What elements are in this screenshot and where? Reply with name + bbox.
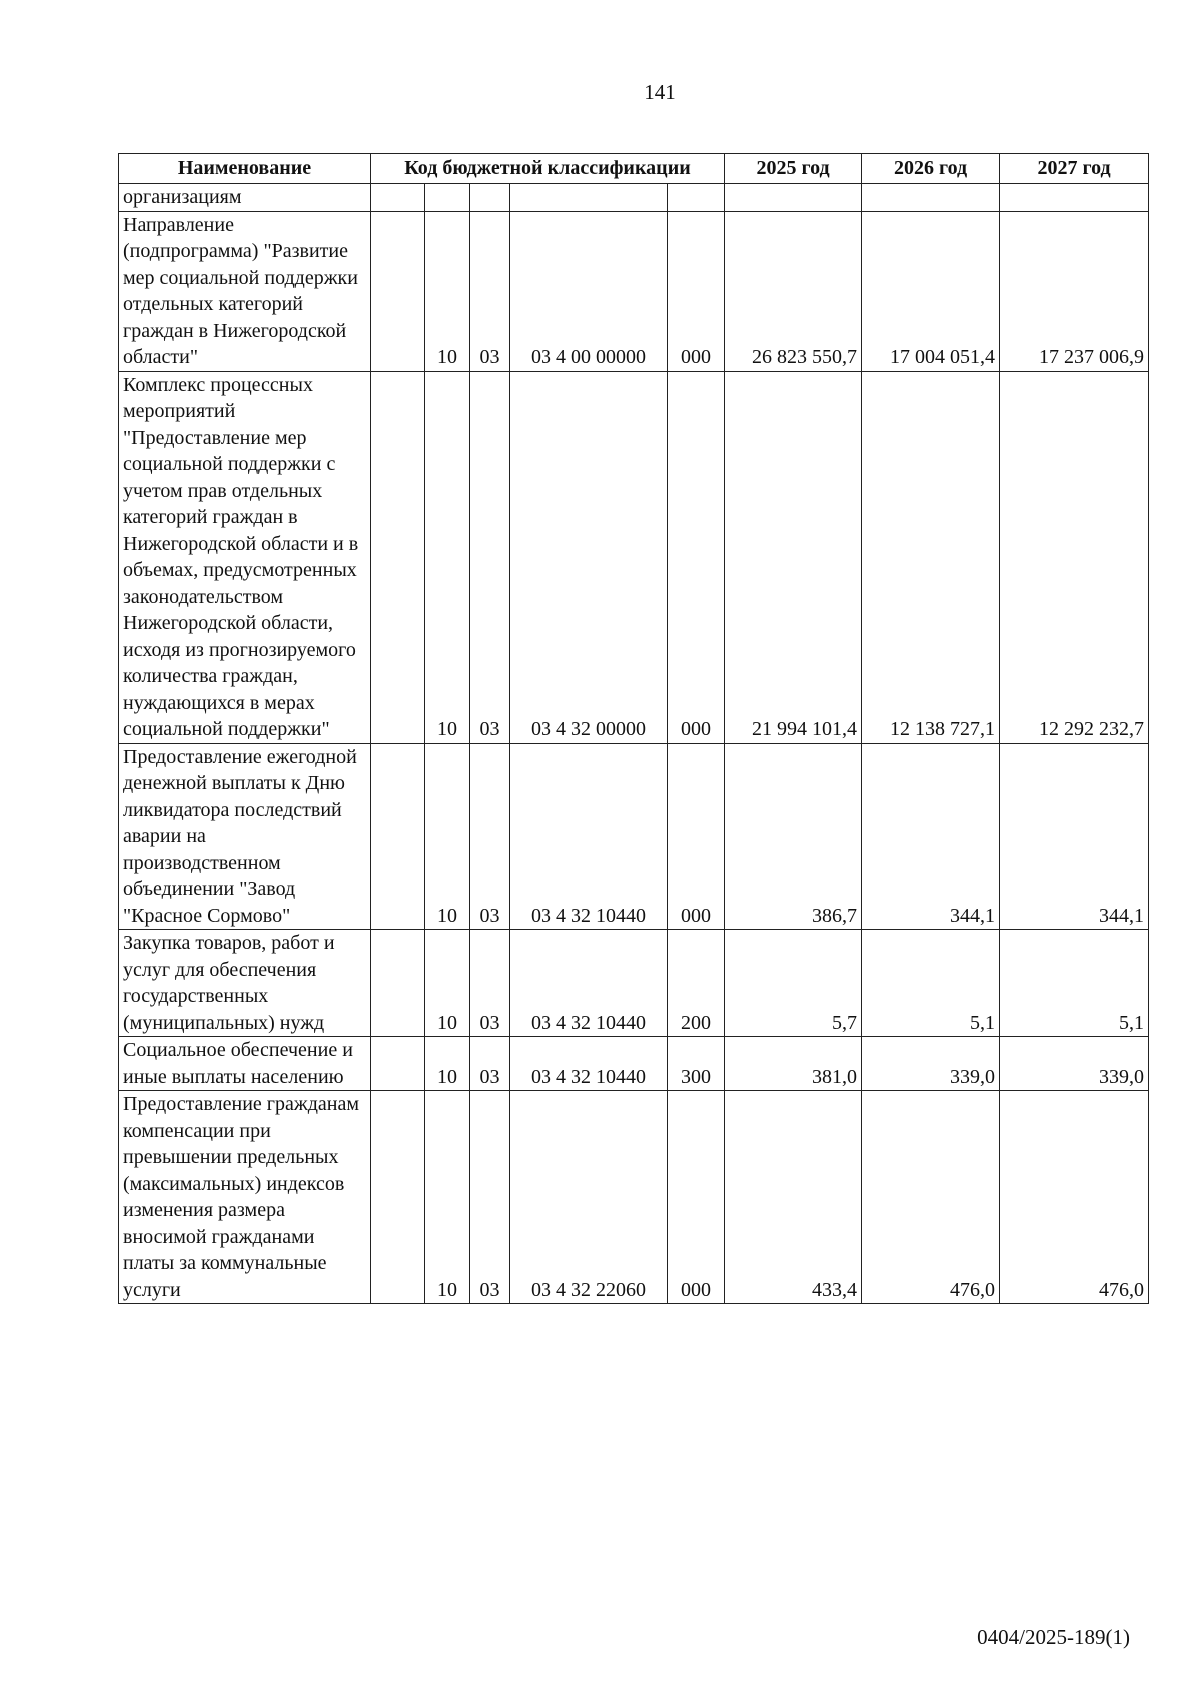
row-expense-type: 000 bbox=[668, 743, 725, 930]
row-ved bbox=[371, 930, 425, 1037]
row-target-article: 03 4 00 00000 bbox=[510, 211, 668, 371]
row-section: 10 bbox=[425, 743, 470, 930]
table-row bbox=[119, 1091, 1149, 1304]
row-amount-2027: 17 237 006,9 bbox=[1000, 211, 1149, 371]
row-amount-2027: 5,1 bbox=[1000, 930, 1149, 1037]
row-amount-2027: 344,1 bbox=[1000, 743, 1149, 930]
row-amount-2025: 5,7 bbox=[725, 930, 862, 1037]
budget-table bbox=[118, 153, 1149, 1304]
table-row bbox=[119, 371, 1149, 743]
row-amount-2026: 12 138 727,1 bbox=[862, 371, 1000, 743]
row-amount-2025: 386,7 bbox=[725, 743, 862, 930]
row-expense-type: 300 bbox=[668, 1037, 725, 1091]
header-2025: 2025 год bbox=[725, 154, 862, 184]
row-ved bbox=[371, 743, 425, 930]
row-target-article: 03 4 32 22060 bbox=[510, 1091, 668, 1304]
row-amount-2027: 476,0 bbox=[1000, 1091, 1149, 1304]
row-subsection: 03 bbox=[470, 743, 510, 930]
row-subsection: 03 bbox=[470, 211, 510, 371]
header-2027: 2027 год bbox=[1000, 154, 1149, 184]
row-section: 10 bbox=[425, 930, 470, 1037]
row-ved bbox=[371, 371, 425, 743]
row-expense-type: 000 bbox=[668, 1091, 725, 1304]
table-row bbox=[119, 743, 1149, 930]
row-target-article: 03 4 32 00000 bbox=[510, 371, 668, 743]
row-name: Социальное обеспечение и иные выплаты населению bbox=[119, 1037, 371, 1091]
row-expense-type: 000 bbox=[668, 211, 725, 371]
table-row bbox=[119, 211, 1149, 371]
row-name: Комплекс процессных мероприятий "Предоставление мер социальной поддержки с учетом прав отдельных категорий граждан в Нижегородской области и в объемах, предусмотренных законодательством Нижегородской области, исходя из прогнозируемого количества граждан, нуждающихся в мерах социальной поддержки" bbox=[119, 371, 371, 743]
row-ved bbox=[371, 1037, 425, 1091]
document-code: 0404/2025-189(1) bbox=[977, 1625, 1130, 1649]
row-target-article: 03 4 32 10440 bbox=[510, 743, 668, 930]
row-subsection: 03 bbox=[470, 1091, 510, 1304]
row-amount-2027: 339,0 bbox=[1000, 1037, 1149, 1091]
row-section: 10 bbox=[425, 371, 470, 743]
header-name: Наименование bbox=[119, 154, 371, 184]
row-section: 10 bbox=[425, 211, 470, 371]
row-ved bbox=[371, 1091, 425, 1304]
row-expense-type: 000 bbox=[668, 371, 725, 743]
row-amount-2026: 476,0 bbox=[862, 1091, 1000, 1304]
header-row bbox=[119, 154, 1149, 184]
row-expense-type: 200 bbox=[668, 930, 725, 1037]
row-ved bbox=[371, 211, 425, 371]
page-number: 141 bbox=[644, 80, 676, 104]
row-amount-2026: 17 004 051,4 bbox=[862, 211, 1000, 371]
row-name: Предоставление гражданам компенсации при превышении предельных (максимальных) индексов изменения размера вносимой гражданами платы за коммунальные услуги bbox=[119, 1091, 371, 1304]
row-subsection: 03 bbox=[470, 930, 510, 1037]
row-amount-2025: 26 823 550,7 bbox=[725, 211, 862, 371]
row-section: 10 bbox=[425, 1037, 470, 1091]
row-target-article: 03 4 32 10440 bbox=[510, 930, 668, 1037]
row-amount-2026: 339,0 bbox=[862, 1037, 1000, 1091]
header-2026: 2026 год bbox=[862, 154, 1000, 184]
row-name: Направление (подпрограмма) "Развитие мер социальной поддержки отдельных категорий граждан в Нижегородской области" bbox=[119, 211, 371, 371]
row-subsection: 03 bbox=[470, 1037, 510, 1091]
continuation-row bbox=[119, 184, 1149, 212]
table-row bbox=[119, 1037, 1149, 1091]
row-amount-2027: 12 292 232,7 bbox=[1000, 371, 1149, 743]
row-amount-2025: 21 994 101,4 bbox=[725, 371, 862, 743]
row-amount-2025: 381,0 bbox=[725, 1037, 862, 1091]
row-section: 10 bbox=[425, 1091, 470, 1304]
row-name: Закупка товаров, работ и услуг для обеспечения государственных (муниципальных) нужд bbox=[119, 930, 371, 1037]
header-budget-code: Код бюджетной классификации bbox=[371, 154, 725, 184]
row-name: Предоставление ежегодной денежной выплаты к Дню ликвидатора последствий аварии на производственном объединении "Завод "Красное Сормово" bbox=[119, 743, 371, 930]
row-amount-2026: 344,1 bbox=[862, 743, 1000, 930]
row-amount-2025: 433,4 bbox=[725, 1091, 862, 1304]
row-subsection: 03 bbox=[470, 371, 510, 743]
row-name: организациям bbox=[119, 184, 371, 212]
row-target-article: 03 4 32 10440 bbox=[510, 1037, 668, 1091]
row-amount-2026: 5,1 bbox=[862, 930, 1000, 1037]
table-row bbox=[119, 930, 1149, 1037]
